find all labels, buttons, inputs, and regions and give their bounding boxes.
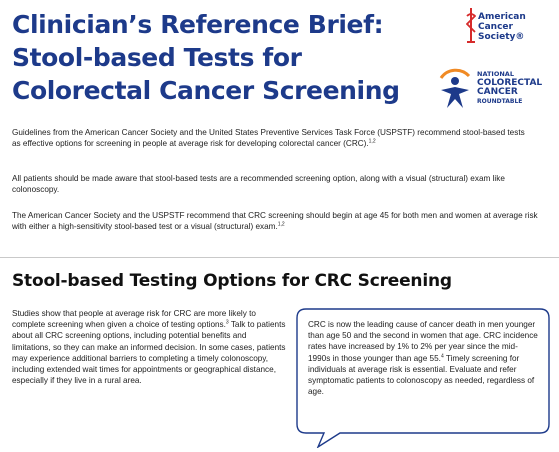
citation: 1,2: [368, 138, 376, 145]
callout-text: CRC is now the leading cause of cancer death in men younger than age 50 and the second in women that age. CRC incidence rates have increased by 1% to 2% per year since the mid-1990s in those younger than age 55.$^4$ Timely screening for individuals at average risk is essential. Evaluate and refer symptomatic patients to colonoscopy as needed, regardless of age.: [308, 320, 538, 397]
sword-icon: [466, 8, 476, 48]
american-cancer-society-logo: [462, 6, 554, 50]
callout-bubble: [296, 308, 550, 448]
page-title: [12, 8, 412, 107]
section-body: Studies show that people at average risk for CRC are more likely to complete screening when given a choice of testing options.$^3$ Talk to patients about all CRC screening options, including potential benefits and limitations, so they can make an informed decision. In some cases, patients may experience additional barriers to completing a timely colonoscopy, including extended wait times for appointments or geographical distance, especially if they live in a rural area.: [12, 309, 286, 386]
ncc-logo-text: NATIONAL COLORECTAL CANCER ROUNDTABLE: [477, 70, 543, 105]
intro-paragraph-1: Guidelines from the American Cancer Society and the United States Preventive Services Task Force (USPSTF) recommend stool-based tests as effective options for screening in people at average risk for developing colorectal cancer (CRC).$^{1,2}$: [12, 128, 525, 149]
section-divider: [0, 257, 559, 258]
citation: 3: [225, 319, 229, 326]
title-line-1: Clinician’s Reference Brief:: [12, 10, 384, 39]
citation: 4: [440, 352, 444, 359]
section-heading: Stool-based Testing Options for CRC Screening: [12, 271, 452, 291]
national-colorectal-cancer-roundtable-logo: [435, 66, 555, 116]
intro-paragraph-3: The American Cancer Society and the USPSTF recommend that CRC screening should begin at age 45 for both men and women at average risk with either a high-sensitivity stool-based test or a visual (structural) exam.$^{1,2}$: [12, 211, 538, 232]
star-figure-icon: [435, 68, 475, 114]
acs-logo-text: American Cancer Society®: [478, 12, 526, 42]
citation: 1,2: [277, 221, 285, 228]
title-line-2: Stool-based Tests for: [12, 43, 302, 72]
intro-paragraph-2: All patients should be made aware that stool-based tests are a recommended screening option, along with a visual (structural) exam like colonoscopy.: [12, 174, 505, 195]
title-line-3: Colorectal Cancer Screening: [12, 76, 400, 105]
